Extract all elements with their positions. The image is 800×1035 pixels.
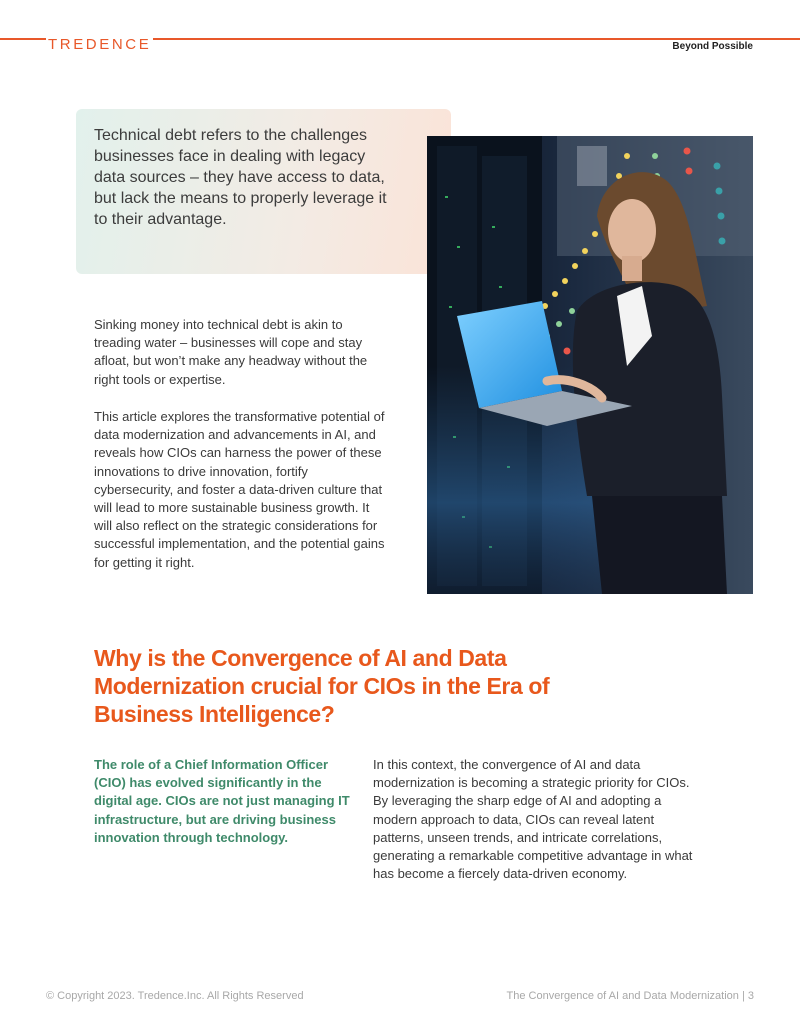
woman-with-laptop-illustration [427,136,753,594]
tredence-logo: TREDENCE [48,36,152,53]
callout-text: Technical debt refers to the challenges businesses face in dealing with legacy data sources – they have access to data, but lack the means to properly leverage it to their advantage. [94,127,387,228]
intro-paragraph-2: This article explores the transformative potential of data modernization and advancements in AI, and reveals how CIOs can harness the power of these innovations to drive innovation, fortify cybersecurity, and foster a data-driven culture that will lead to more sustainable business growth. It will also reflect on the strategic considerations for successful implementation, and the potential gains for getting it right. [94,409,385,570]
header-tagline: Beyond Possible [672,41,753,52]
section-heading: Why is the Convergence of AI and Data Modernization crucial for CIOs in the Era of Business Intelligence? [94,645,550,727]
intro-paragraph-1: Sinking money into technical debt is akin to treading water – businesses will cope and stay afloat, but won’t make any headway without the right tools or expertise. [94,317,368,387]
hero-photo [427,136,753,594]
footer-page-label: The Convergence of AI and Data Modernization | 3 [506,990,754,1002]
section-lead: The role of a Chief Information Officer (CIO) has evolved significantly in the digital age. CIOs are not just managing IT infrastructure, but are driving business innovation through technology. [94,757,350,845]
footer-copyright: © Copyright 2023. Tredence.Inc. All Rights Reserved [46,990,304,1002]
section-body: In this context, the convergence of AI and data modernization is becoming a strategic priority for CIOs. By leveraging the sharp edge of AI and adopting a modern approach to data, CIOs can reveal latent patterns, unseen trends, and intricate correlations, generating a remarkable competitive advantage in what has become a fiercely data-driven economy. [373,757,693,882]
